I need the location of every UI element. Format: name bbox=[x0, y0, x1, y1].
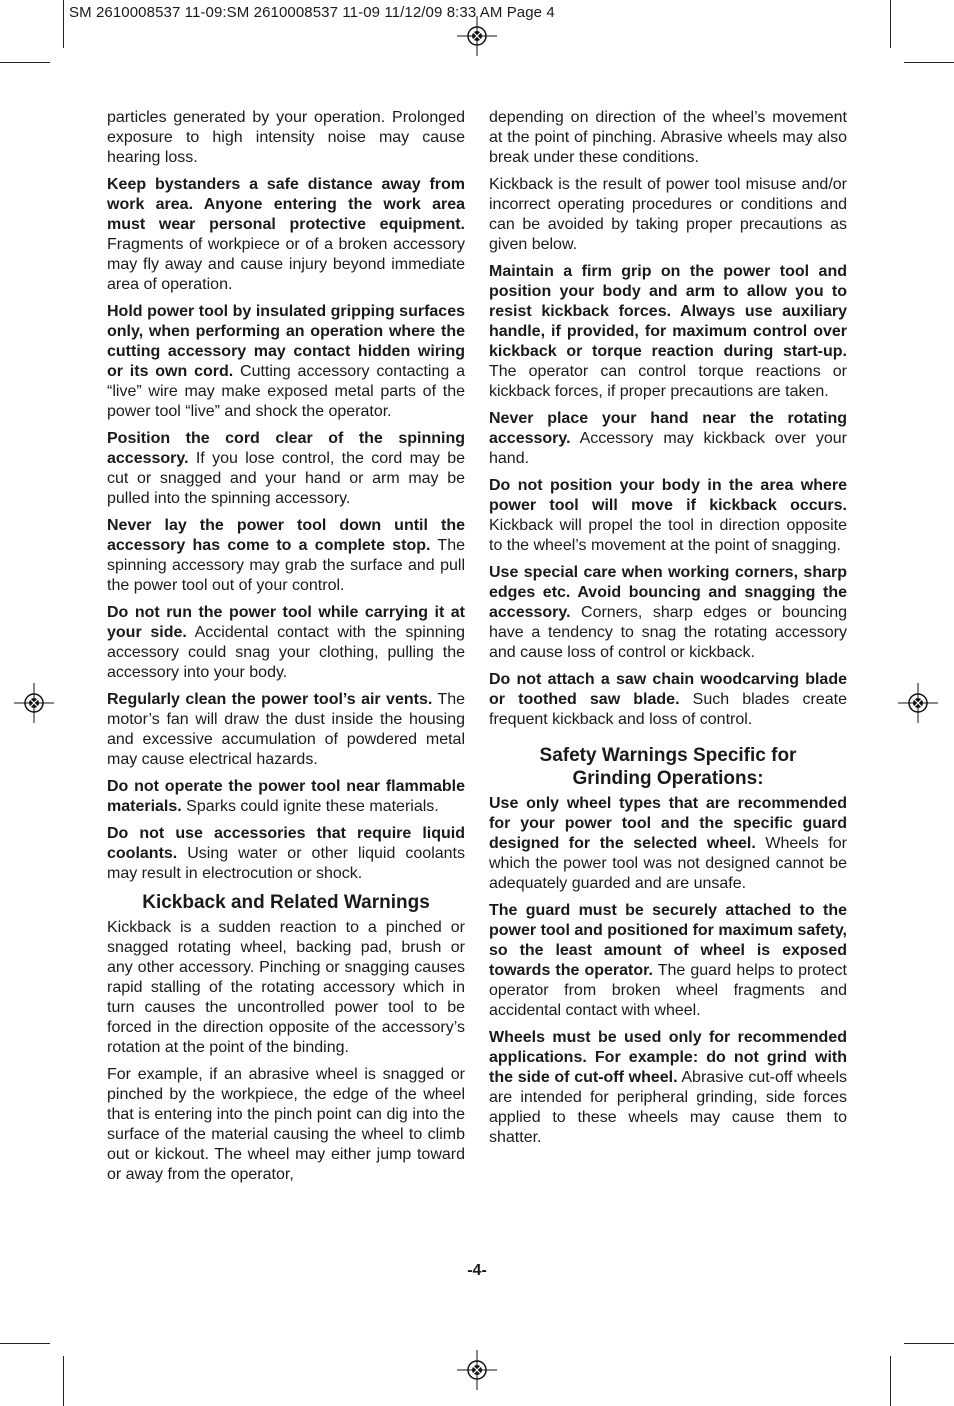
paragraph-carrying-tool: Do not run the power tool while carrying it at your side. Accidental contact with the spinning accessory could snag your clothing, pulling the accessory into your body. bbox=[107, 604, 466, 681]
registration-mark-bottom-icon bbox=[457, 1350, 497, 1390]
paragraph-bystanders: Keep bystanders a safe distance away from work area. Anyone entering the work area must wear personal protective equipment. Fragments of workpiece or of a broken accessory may fly away and cause injury beyond immediate area of operation. bbox=[107, 176, 465, 293]
paragraph-saw-chain: Do not attach a saw chain woodcarving blade or toothed saw blade. Such blades create frequent kickback and loss of control. bbox=[489, 671, 847, 728]
crop-mark-bottom-left-vertical bbox=[63, 1356, 64, 1406]
registration-mark-top-icon bbox=[457, 16, 497, 56]
crop-mark-bottom-left-horizontal bbox=[0, 1343, 50, 1344]
paragraph-air-vents: Regularly clean the power tool’s air vents. The motor’s fan will draw the dust inside the housing and excessive accumulation of powdered metal may cause electrical hazards. bbox=[107, 691, 466, 768]
paragraph-cord-clear: Position the cord clear of the spinning accessory. If you lose control, the cord may be cut or snagged and your hand or arm may be pulled into the spinning accessory. bbox=[107, 430, 465, 507]
paragraph-kickback-definition: Kickback is a sudden reaction to a pinched or snagged rotating wheel, backing pad, brush or any other accessory. Pinching or snagging causes rapid stalling of the rotating accessory which in turn causes the uncontrolled power tool to be forced in the direction opposite of the accessory’s rotation at the point of the binding. bbox=[107, 919, 465, 1056]
paragraph-body-position: Do not position your body in the area where power tool will move if kickback occurs. Kickback will propel the tool in direction opposite to the wheel’s movement at the point of snagging. bbox=[489, 477, 847, 554]
registration-mark-left-icon bbox=[14, 683, 54, 723]
left-text-column bbox=[107, 108, 465, 1192]
paragraph-firm-grip: Maintain a firm grip on the power tool and position your body and arm to allow you to resist kickback forces. Always use auxiliary handle, if provided, for maximum control over kickback or torque reaction during start-up. The operator can control torque reactions or kickback forces, if proper precautions are taken. bbox=[489, 263, 847, 400]
page-number: -4- bbox=[467, 1262, 487, 1279]
paragraph-kickback-cause: Kickback is the result of power tool misuse and/or incorrect operating procedures or conditions and can be avoided by taking proper precautions as given below. bbox=[489, 176, 847, 253]
print-slug-line: SM 2610008537 11-09:SM 2610008537 11-09 11/12/09 8:33 AM Page 4 bbox=[69, 4, 555, 21]
right-text-column bbox=[489, 108, 847, 1155]
paragraph-flammable: Do not operate the power tool near flammable materials. Sparks could ignite these materials. bbox=[107, 778, 465, 815]
section-heading-grinding-line2: Grinding Operations: bbox=[572, 768, 764, 789]
paragraph-noise-continuation: particles generated by your operation. Prolonged exposure to high intensity noise may cause hearing loss. bbox=[107, 109, 465, 166]
paragraph-hand-rotating: Never place your hand near the rotating accessory. Accessory may kickback over your hand. bbox=[489, 410, 847, 467]
crop-mark-top-right-vertical bbox=[890, 0, 891, 48]
paragraph-guard-attached: The guard must be securely attached to the power tool and positioned for maximum safety, so the least amount of wheel is exposed towards the operator. The guard helps to protect operator from broken wheel fragments and accidental contact with wheel. bbox=[489, 902, 848, 1019]
crop-mark-top-right-horizontal bbox=[904, 62, 954, 63]
paragraph-lay-tool-down: Never lay the power tool down until the accessory has come to a complete stop. The spinning accessory may grab the surface and pull the power tool out of your control. bbox=[107, 517, 465, 594]
section-heading-kickback: Kickback and Related Warnings bbox=[142, 892, 430, 913]
paragraph-wheel-applications: Wheels must be used only for recommended applications. For example: do not grind with the side of cut-off wheel. Abrasive cut-off wheels are intended for peripheral grinding, side forces applied to these wheels may cause them to shatter. bbox=[489, 1029, 847, 1146]
crop-mark-bottom-right-horizontal bbox=[904, 1343, 954, 1344]
paragraph-insulated-gripping: Hold power tool by insulated gripping surfaces only, when performing an operation where the cutting accessory may contact hidden wiring or its own cord. Cutting accessory contacting a “live” wire may make exposed metal parts of the power tool “live” and shock the operator. bbox=[107, 303, 465, 420]
paragraph-liquid-coolants: Do not use accessories that require liquid coolants. Using water or other liquid coolants may result in electrocution or shock. bbox=[107, 825, 465, 882]
paragraph-kickback-example-continuation: depending on direction of the wheel’s movement at the point of pinching. Abrasive wheels may also break under these conditions. bbox=[489, 109, 847, 166]
paragraph-corners-edges: Use special care when working corners, sharp edges etc. Avoid bouncing and snagging the accessory. Corners, sharp edges or bouncing have a tendency to snag the rotating accessory and cause loss of control or kickback. bbox=[489, 564, 847, 661]
crop-mark-top-left-horizontal bbox=[0, 62, 50, 63]
crop-mark-top-left-vertical bbox=[63, 0, 64, 48]
paragraph-wheel-types: Use only wheel types that are recommended for your power tool and the specific guard designed for the selected wheel. Wheels for which the power tool was not designed cannot be adequately guarded and are unsafe. bbox=[489, 795, 847, 892]
registration-mark-right-icon bbox=[898, 683, 938, 723]
section-heading-grinding-line1: Safety Warnings Specific for bbox=[539, 745, 797, 766]
section-heading-grinding bbox=[489, 744, 847, 790]
crop-mark-bottom-right-vertical bbox=[890, 1356, 891, 1406]
paragraph-kickback-example: For example, if an abrasive wheel is snagged or pinched by the workpiece, the edge of the wheel that is entering into the pinch point can dig into the surface of the material causing the wheel to climb out or kickout. The wheel may either jump toward or away from the operator, bbox=[107, 1066, 465, 1183]
